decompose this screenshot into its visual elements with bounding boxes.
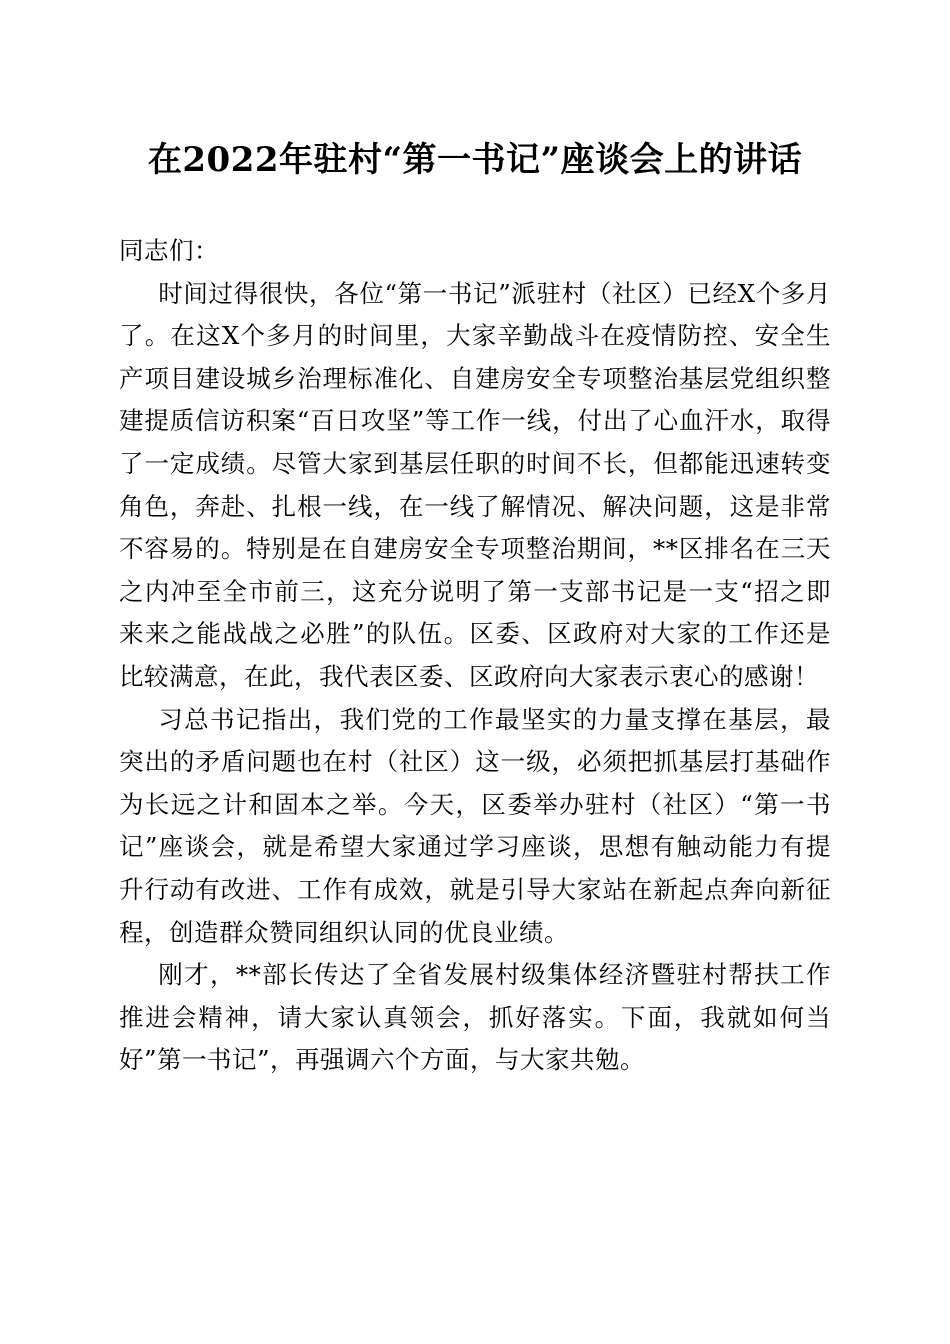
salutation: 同志们： [119,236,219,265]
paragraph-3: 刚才，**部长传达了全省发展村级集体经济暨驻村帮扶工作推进会精神，请大家认真领会，抓好落实。下面，我就如何当好”第一书记”，再强调六个方面，与大家共勉。 [119,960,831,1075]
document-title: 在2022年驻村“第一书记”座谈会上的讲话 [147,140,803,180]
paragraph-2: 习总书记指出，我们党的工作最坚实的力量支撑在基层，最突出的矛盾问题也在村（社区）这一级，必须把抓基层打基础作为长远之计和固本之举。今天，区委举办驻村（社区）“第一书记”座谈会，就是希望大家通过学习座谈，思想有触动能力有提升行动有改进、工作有成效，就是引导大家站在新起点奔向新征程，创造群众赞同组织认同的优良业绩。 [119,704,831,947]
document-body [119,230,831,1082]
paragraph-1: 时间过得很快，各位“第一书记”派驻村（社区）已经X个多月了。在这X个多月的时间里，大家辛勤战斗在疫情防控、安全生产项目建设城乡治理标准化、自建房安全专项整治基层党组织整建提质信访积案“百日攻坚”等工作一线，付出了心血汗水，取得了一定成绩。尽管大家到基层任职的时间不长，但都能迅速转变角色，奔赴、扎根一线，在一线了解情况、解决问题，这是非常不容易的。特别是在自建房安全专项整治期间，**区排名在三天之内冲至全市前三，这充分说明了第一支部书记是一支“招之即来来之能战战之必胜”的队伍。区委、区政府对大家的工作还是比较满意，在此，我代表区委、区政府向大家表示衷心的感谢！ [119,278,831,691]
